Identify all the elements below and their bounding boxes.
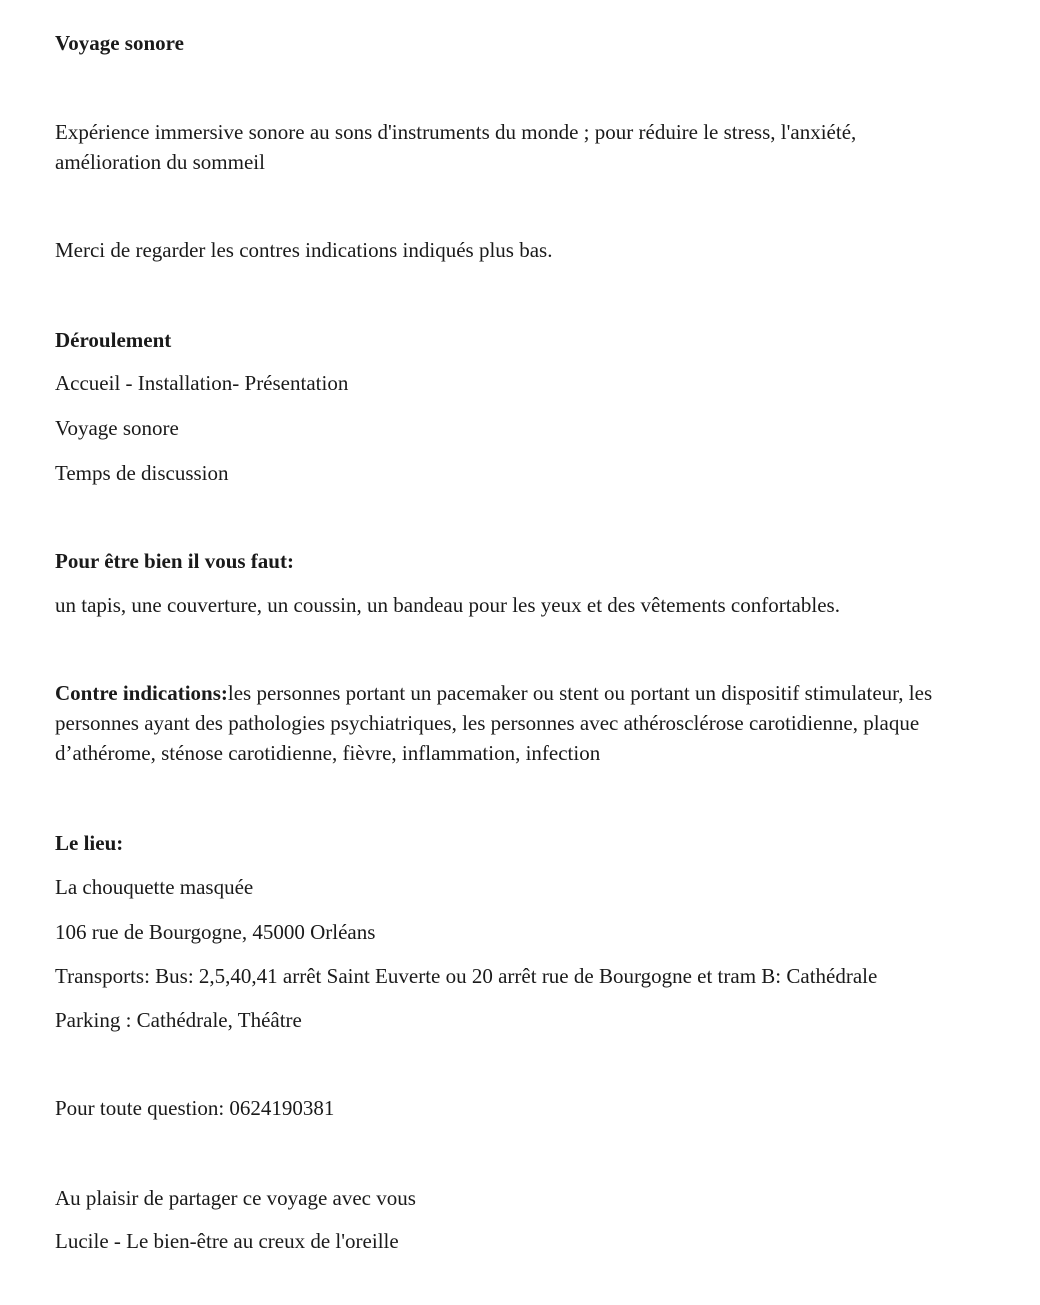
lieu-name: La chouquette masquée <box>55 875 254 899</box>
notice-text: Merci de regarder les contres indications indiqués plus bas. <box>55 238 553 262</box>
contact-text: Pour toute question: 0624190381 <box>55 1096 335 1120</box>
intro-paragraph: Expérience immersive sonore au sons d'instruments du monde ; pour réduire le stress, l'anxiété, amélioration du sommeil <box>55 120 857 174</box>
deroulement-item: Voyage sonore <box>55 416 179 440</box>
besoins-text: un tapis, une couverture, un coussin, un bandeau pour les yeux et des vêtements confortables. <box>55 593 840 617</box>
lieu-heading: Le lieu: <box>55 831 124 855</box>
lieu-address: 106 rue de Bourgogne, 45000 Orléans <box>55 920 376 944</box>
contre-indications-text: les personnes portant un pacemaker ou stent ou portant un dispositif stimulateur, les personnes ayant des pathologies psychiatriques, les personnes avec athérosclérose carotidienne, plaque d’athérome, sténose carotidienne, fièvre, inflammation, infection <box>55 681 933 765</box>
contre-indications-paragraph <box>55 678 980 768</box>
page-title: Voyage sonore <box>55 31 184 55</box>
lieu-parking: Parking : Cathédrale, Théâtre <box>55 1008 302 1032</box>
lieu-transports: Transports: Bus: 2,5,40,41 arrêt Saint Euverte ou 20 arrêt rue de Bourgogne et tram B: Cathédrale <box>55 964 878 988</box>
besoins-heading: Pour être bien il vous faut: <box>55 549 294 573</box>
closing-text: Au plaisir de partager ce voyage avec vous <box>55 1186 416 1210</box>
signature-text: Lucile - Le bien-être au creux de l'oreille <box>55 1229 399 1253</box>
deroulement-item: Temps de discussion <box>55 461 229 485</box>
deroulement-item: Accueil - Installation- Présentation <box>55 371 349 395</box>
contre-indications-heading: Contre indications: <box>55 681 228 705</box>
deroulement-heading: Déroulement <box>55 328 172 352</box>
